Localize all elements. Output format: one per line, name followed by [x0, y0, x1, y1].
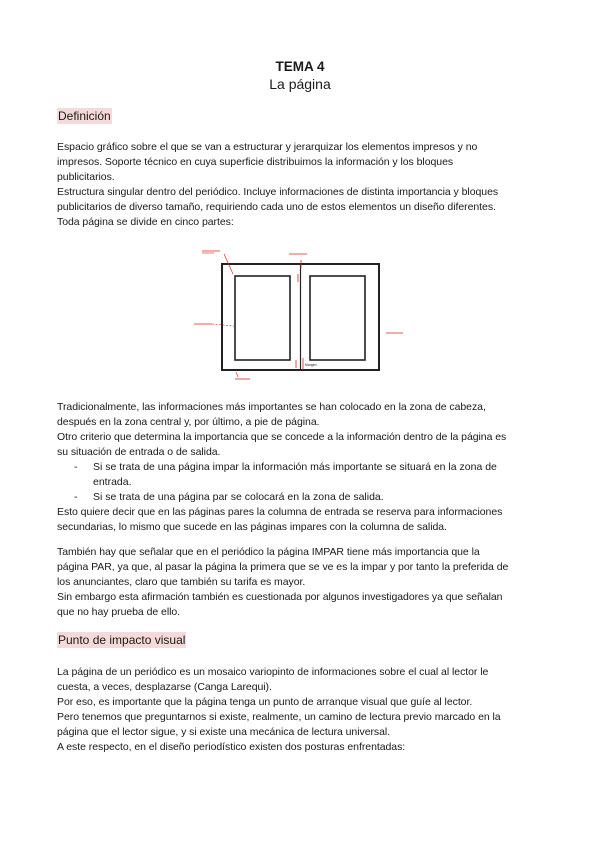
- text-line: impresos. Soporte técnico en cuya superficie distribuimos la información y los bloques: [57, 156, 454, 168]
- text-line: cuesta, a veces, desplazarse (Canga Larequi).: [57, 681, 272, 693]
- text-line: Espacio gráfico sobre el que se van a estructurar y jerarquizar los elementos impresos y no: [57, 141, 478, 153]
- text-line: los anunciantes, claro que también su tarifa es mayor.: [57, 576, 306, 588]
- text-line: Sin embargo esta afirmación también es cuestionada por algunos investigadores ya que señalan: [57, 591, 503, 603]
- text-line: Esto quiere decir que en las páginas pares la columna de entrada se reserva para informaciones: [57, 506, 503, 518]
- text-line: entrada.: [93, 476, 132, 488]
- page-subtitle: La página: [269, 76, 331, 92]
- text-line: Toda página se divide en cinco partes:: [57, 216, 234, 228]
- text-line: Si se trata de una página par se colocará en la zona de salida.: [93, 491, 384, 503]
- paragraph-impacto-1: [57, 665, 547, 755]
- text-line: La página de un periódico es un mosaico variopinto de informaciones sobre el cual al lector le: [57, 666, 489, 678]
- annotation-leader: [236, 372, 238, 377]
- text-line: También hay que señalar que en el periódico la página IMPAR tiene más importancia que la: [57, 546, 480, 558]
- right-page-type-area: [310, 276, 365, 360]
- text-line: Tradicionalmente, las informaciones más importantes se han colocado en la zona de cabeza,: [57, 401, 486, 413]
- section-heading-impacto: Punto de impacto visual: [58, 633, 186, 647]
- paragraph-definicion-4: [57, 545, 547, 620]
- text-line: publicitarios de diverso tamaño, requiriendo cada uno de estos elementos un diseño diferentes.: [57, 201, 496, 213]
- paragraph-definicion-1: [57, 140, 547, 230]
- section-heading-definicion: Definición: [58, 109, 111, 123]
- document-page: TEMA 4 La página Definición Espacio gráfico sobre el que se van a estructurar y jerarquizar los elementos impresos y no impresos. Soporte técnico en cuya superficie distribuimos la información y los bloques publicitarios. Estructura singular dentro del periódico. Incluye informaciones de distinta importancia y bloques publicitarios de diverso tamaño, requiriendo cada uno de estos elementos un diseño diferentes. Toda página se divide en cinco partes: Margen Tradicionalmente, las informaciones más importantes se han colocado en la zona de cabeza, después en la zona central y, por último, a pie de página. Otro criterio que determina la importancia que se concede a la información dentro de la página es su situación de entrada o de salida. - Si se trata de una página impar la información más importante se situará en la zona de entrada. - Si se trata de una página par se colocará en la zona de salida. Esto quiere decir que en las páginas pares la columna de entrada se reserva para informaciones secundarias, lo mismo que sucede en las páginas impares con la columna de salida. También hay que señalar que en el periódico la página IMPAR tiene más importancia que la página PAR, ya que, al pasar la página la primera que se ve es la impar y por tanto la preferida de los anunciantes, claro que también su tarifa es mayor. Sin embargo esta afirmación también es cuestionada por algunos investigadores ya que señalan que no hay prueba de ello. Punto de impacto visual La página de un periódico es un mosaico variopinto de informaciones sobre el cual al lector le cuesta, a veces, desplazarse (Canga Larequi). Por eso, es importante que la página tenga un punto de arranque visual que guíe al lector. Pero tenemos que preguntarnos si existe, realmente, un camino de lectura previo marcado en la página que el lector sigue, y si existe una mecánica de lectura universal. A este respecto, en el diseño periodístico existen dos posturas enfrentadas:: [0, 0, 600, 848]
- page-title: TEMA 4: [275, 59, 325, 74]
- diagram-bottom-label: Margen: [305, 363, 317, 367]
- text-line: publicitarios.: [57, 171, 115, 183]
- page-spread-diagram: [190, 246, 420, 382]
- diagram-frame: [222, 264, 379, 370]
- text-line: después en la zona central y, por último, a pie de página.: [57, 416, 320, 428]
- text-line: secundarias, lo mismo que sucede en las páginas impares con la columna de salida.: [57, 521, 447, 533]
- paragraph-definicion-2: [57, 400, 547, 460]
- text-line: que no hay prueba de ello.: [57, 606, 181, 618]
- text-line: su situación de entrada o de salida.: [57, 446, 221, 458]
- text-line: Si se trata de una página impar la información más importante se situará en la zona de: [93, 461, 497, 473]
- text-line: Estructura singular dentro del periódico. Incluye informaciones de distinta importancia y bloques: [57, 186, 499, 198]
- left-page-type-area: [235, 276, 290, 360]
- text-line: Pero tenemos que preguntarnos si existe, realmente, un camino de lectura previo marcado en la: [57, 711, 501, 723]
- text-line: A este respecto, en el diseño periodístico existen dos posturas enfrentadas:: [57, 741, 406, 753]
- text-line: Por eso, es importante que la página tenga un punto de arranque visual que guíe al lector.: [57, 696, 473, 708]
- text-line: Otro criterio que determina la importancia que se concede a la información dentro de la página es: [57, 431, 507, 443]
- diagram-annotations: [194, 251, 403, 379]
- paragraph-definicion-3: [57, 505, 547, 535]
- text-line: página que el lector sigue, y si existe una mecánica de lectura universal.: [57, 726, 391, 738]
- text-line: página PAR, ya que, al pasar la página la primera que se ve es la impar y por tanto la preferida de: [57, 561, 509, 573]
